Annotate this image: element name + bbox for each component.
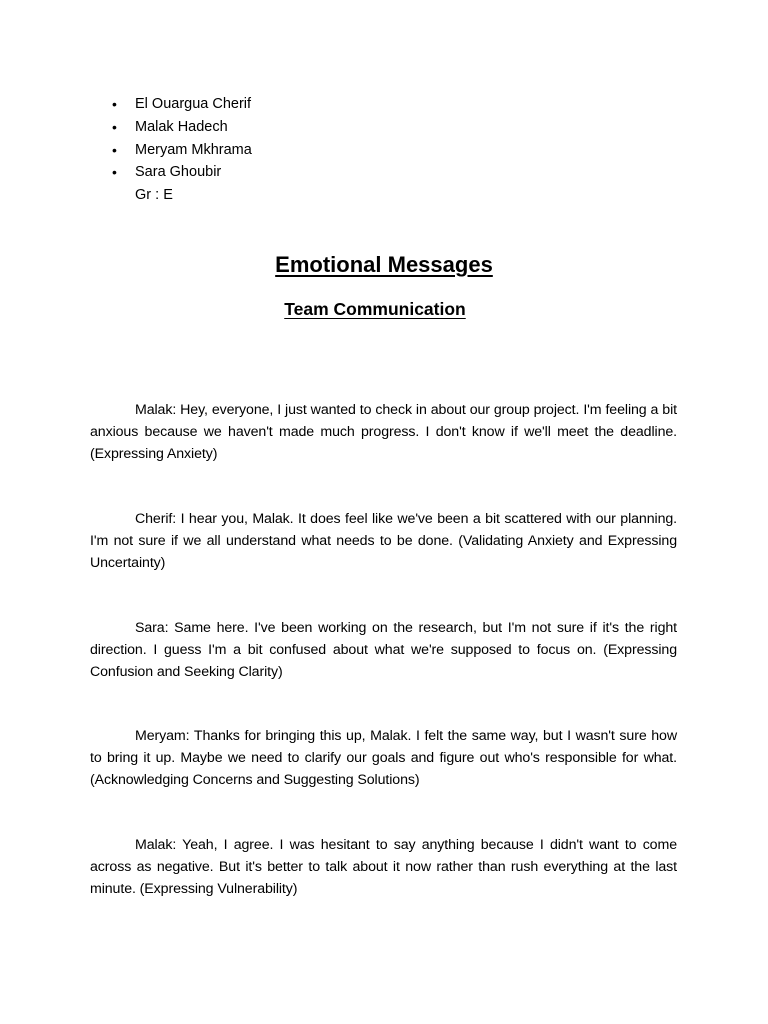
dialogue-paragraph: Malak: Hey, everyone, I just wanted to check in about our group project. I'm feeling a bit anxious because we haven't made much progress. I don't know if we'll meet the deadline. (Expressing Anxiety) xyxy=(90,402,677,462)
dialogue-paragraph: Sara: Same here. I've been working on the research, but I'm not sure if it's the right direction. I guess I'm a bit confused about what we're supposed to focus on. (Expressing Confusion and Seeking Clarity) xyxy=(90,620,677,680)
dialogue-paragraph: Malak: Yeah, I agree. I was hesitant to say anything because I didn't want to come across as negative. But it's better to talk about it now rather than rush everything at the last minute. (Expressing Vulnerability) xyxy=(90,837,677,897)
group-label: Gr : E xyxy=(135,187,173,204)
member-list xyxy=(90,93,252,207)
document-title: Emotional Messages xyxy=(275,252,493,277)
bullet-icon: • xyxy=(112,141,117,158)
member-name: Meryam Mkhrama xyxy=(135,141,252,158)
member-name: Malak Hadech xyxy=(135,118,228,135)
list-item xyxy=(90,139,252,162)
list-item xyxy=(90,161,252,184)
dialogue-paragraph: Meryam: Thanks for bringing this up, Malak. I felt the same way, but I wasn't sure how to bring it up. Maybe we need to clarify our goals and figure out who's responsible for what. (Acknowledging Concerns and Suggesting Solutions) xyxy=(90,728,677,788)
bullet-icon: • xyxy=(112,164,117,181)
list-item xyxy=(90,93,252,116)
bullet-icon: • xyxy=(112,118,117,135)
dialogue-paragraph: Cherif: I hear you, Malak. It does feel like we've been a bit scattered with our planning. I'm not sure if we all understand what needs to be done. (Validating Anxiety and Expressing Uncertainty) xyxy=(90,511,677,571)
list-item xyxy=(90,116,252,139)
member-name: Sara Ghoubir xyxy=(135,164,222,181)
member-name: El Ouargua Cherif xyxy=(135,96,252,112)
document-subtitle: Team Communication xyxy=(284,299,466,319)
bullet-icon: • xyxy=(112,96,117,112)
